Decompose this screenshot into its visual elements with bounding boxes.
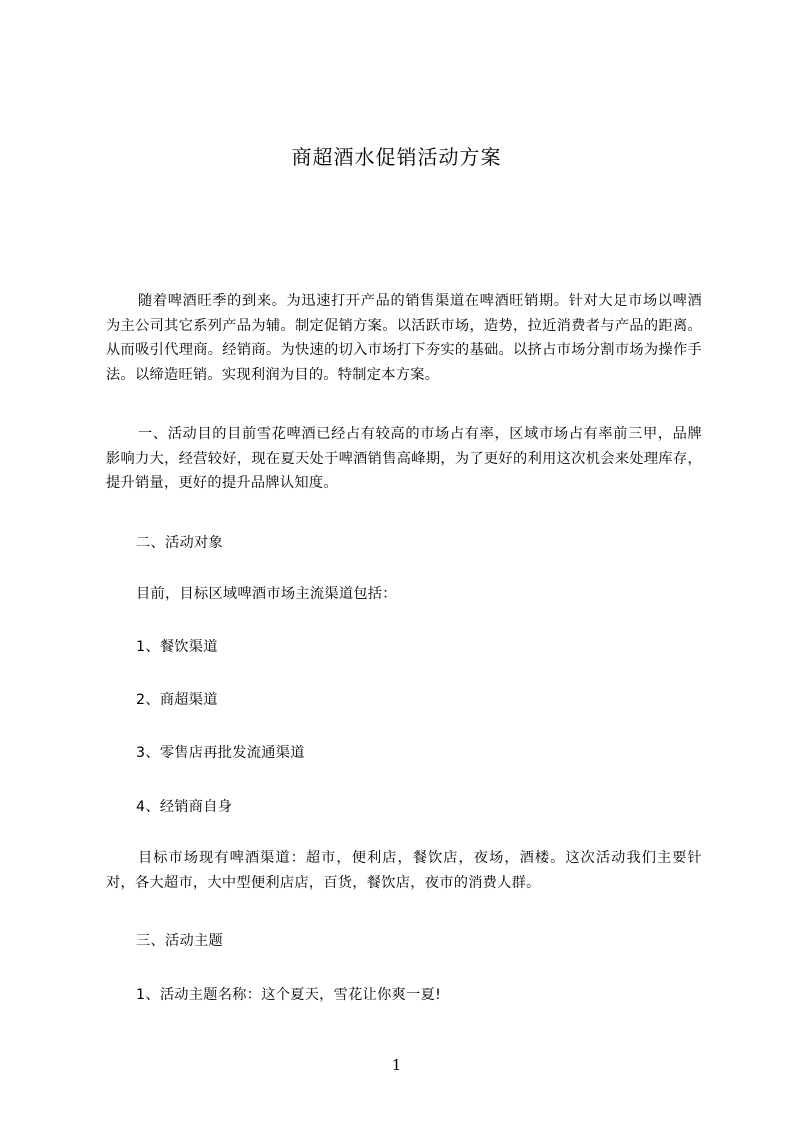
section-2-heading: 二、活动对象: [136, 535, 223, 551]
page-number: 1: [391, 1056, 402, 1074]
section-1-paragraph: 一、活动目的目前雪花啤酒已经占有较高的市场占有率，区域市场占有率前三甲，品牌影响力大，经营较好，现在夏天处于啤酒销售高峰期，为了更好的利用这次机会来处理库存，提升销量，更好的提升品牌认知度。: [106, 426, 702, 491]
channel-list-item: 3、零售店再批发流通渠道: [136, 745, 305, 761]
channel-list-item: 1、餐饮渠道: [136, 639, 218, 655]
section-3-heading: 三、活动主题: [136, 933, 223, 949]
intro-paragraph: 随着啤酒旺季的到来。为迅速打开产品的销售渠道在啤酒旺销期。针对大足市场以啤酒为主公司其它系列产品为辅。制定促销方案。以活跃市场，造势，拉近消费者与产品的距离。从而吸引代理商。经销商。为快速的切入市场打下夯实的基础。以挤占市场分割市场为操作手法。以缔造旺销。实现利润为目的。特制定本方案。: [106, 293, 702, 383]
theme-item: 1、活动主题名称：这个夏天，雪花让你爽一夏!: [136, 987, 442, 1003]
document-title: 商超酒水促销活动方案: [291, 145, 502, 169]
channel-list-item: 4、经销商自身: [136, 799, 233, 815]
channel-list-item: 2、商超渠道: [136, 692, 218, 708]
target-market-paragraph: 目标市场现有啤酒渠道：超市，便利店，餐饮店，夜场，酒楼。这次活动我们主要针对，各大超市，大中型便利店店，百货，餐饮店，夜市的消费人群。: [106, 850, 702, 891]
section-2-intro: 目前，目标区域啤酒市场主流渠道包括：: [136, 586, 397, 602]
